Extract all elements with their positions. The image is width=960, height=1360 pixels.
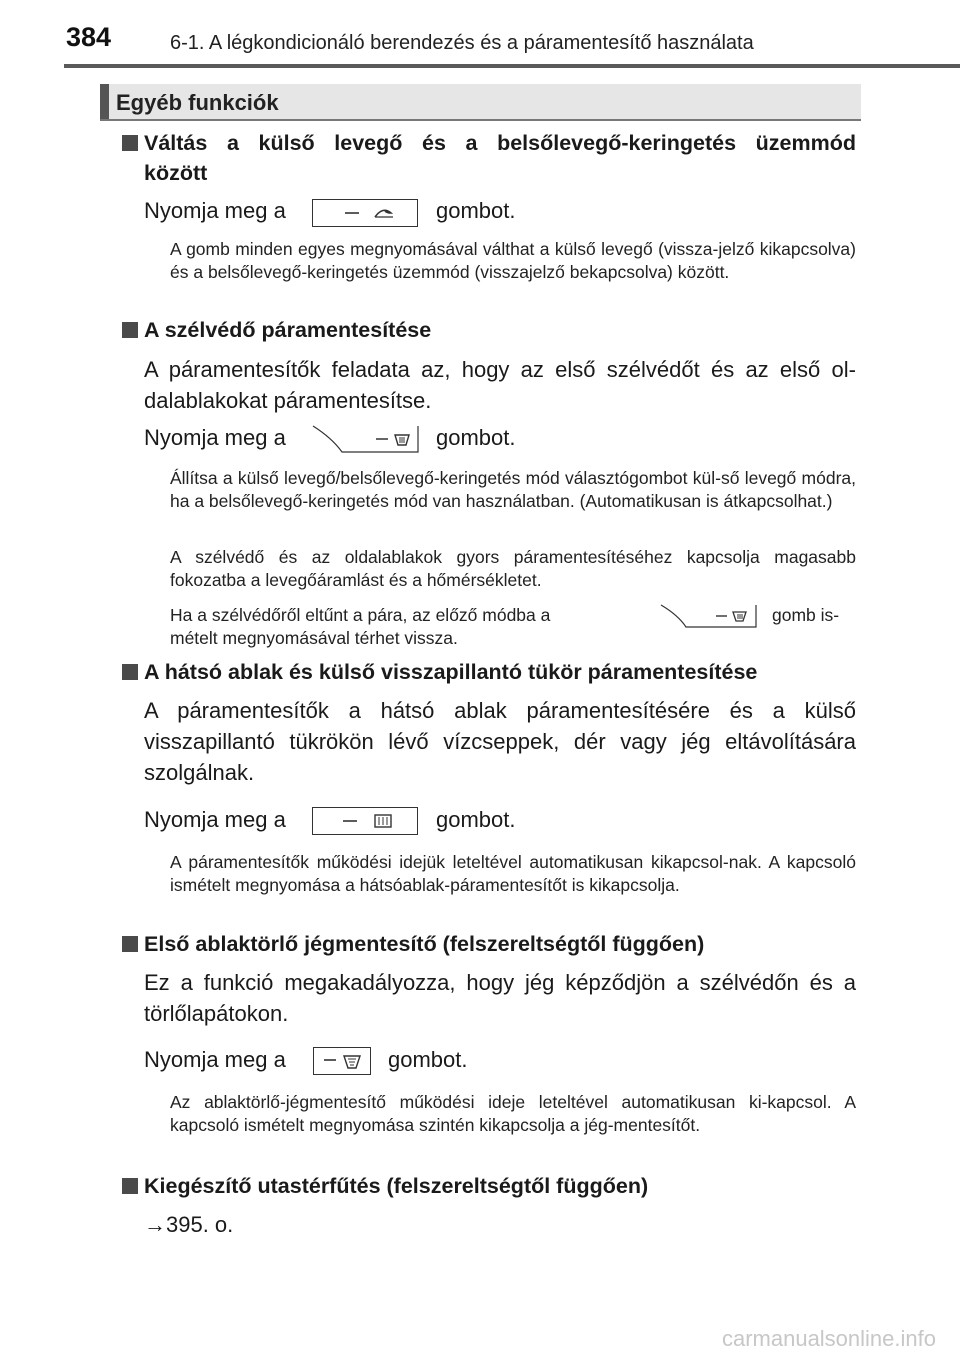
wiper-deicer-icon: [314, 1048, 370, 1074]
heater-heading: Kiegészítő utastérfűtés (felszereltségtől függően): [144, 1174, 649, 1198]
watermark: carmanualsonline.info: [721, 1326, 936, 1351]
bullet-square-icon: [122, 322, 138, 338]
bullet-square-icon: [122, 135, 138, 151]
windshield-note3-start: Ha a szélvédőről eltűnt a pára, az előző módba a: [170, 605, 551, 625]
recirc-heading-line2: között: [144, 161, 208, 185]
windshield-heading: A szélvédő páramentesítése: [144, 318, 432, 342]
rear-body: A páramentesítők a hátsó ablak páramentesítésére és a külső visszapillantó tükrökön lévő vízcseppek, dér vagy jég eltávolítására szolgálnak.: [144, 698, 856, 785]
windshield-press-after: gombot.: [436, 425, 516, 450]
bullet-square-icon: [122, 664, 138, 680]
header-rule: [64, 64, 960, 68]
rear-heading: A hátsó ablak és külső visszapillantó tükör páramentesítése: [144, 660, 758, 684]
recirc-press-after: gombot.: [436, 198, 516, 223]
windshield-note2: A szélvédő és az oldalablakok gyors páramentesítéséhez kapcsolja magasabb fokozatba a levegőáramlást és a hőmérsékletet.: [170, 547, 856, 590]
rear-note: A páramentesítők működési idejük leteltével automatikusan kikapcsol-nak. A kapcsoló ismételt megnyomása a hátsóablak-páramentesítőt is kikapcsolja.: [170, 852, 856, 895]
bullet-square-icon: [122, 936, 138, 952]
wiper-press-after: gombot.: [388, 1047, 468, 1072]
wiper-body: Ez a funkció megakadályozza, hogy jég képződjön a szélvédőn és a törlőlapátokon.: [144, 970, 856, 1026]
page-number: 384: [66, 22, 112, 52]
windshield-note1: Állítsa a külső levegő/belsőlevegő-keringetés mód választógombot kül-ső levegő módra, ha a belsőlevegő-keringetés mód van használatban. (Automatikusan is átkapcsolhat.): [170, 468, 856, 511]
recirc-button[interactable]: [312, 199, 418, 227]
rear-press-after: gombot.: [436, 807, 516, 832]
windshield-note3-line2: mételt megnyomásával térhet vissza.: [170, 628, 458, 648]
recirc-note: A gomb minden egyes megnyomásával válthat a külső levegő (vissza-jelző kikapcsolva) és a belsőlevegő-keringetés üzemmód (visszajelző bekapcsolva) között.: [170, 239, 856, 282]
recirc-press-text: Nyomja meg a: [144, 198, 286, 223]
windshield-body: A páramentesítők feladata az, hogy az első szélvédőt és az első ol-dalablakokat páramentesítse.: [144, 357, 856, 413]
chapter-title: 6-1. A légkondicionáló berendezés és a páramentesítő használata: [170, 32, 754, 54]
rear-window-defogger-icon: [313, 808, 417, 834]
bullet-square-icon: [122, 1178, 138, 1194]
windshield-defogger-button[interactable]: [312, 424, 420, 454]
windshield-defogger-icon: [660, 603, 758, 629]
wiper-press-text: Nyomja meg a: [144, 1047, 286, 1072]
recirc-heading-line1: Váltás a külső levegő és a belsőlevegő-keringetés üzemmód: [144, 131, 856, 155]
heater-page-reference[interactable]: →395. o.: [144, 1212, 234, 1237]
wiper-note: Az ablaktörlő-jégmentesítő működési ideje leteltével automatikusan ki-kapcsol. A kapcsoló ismételt megnyomása szintén kikapcsolja a jég-mentesítőt.: [170, 1092, 856, 1135]
section-rule: [100, 119, 861, 121]
air-recirculation-icon: [313, 200, 417, 226]
windshield-defogger-icon: [312, 424, 420, 454]
wiper-deicer-button[interactable]: [313, 1047, 371, 1075]
rear-defogger-button[interactable]: [312, 807, 418, 835]
windshield-defogger-button-inline[interactable]: [660, 603, 758, 629]
section-title: Egyéb funkciók: [116, 90, 279, 115]
windshield-press-text: Nyomja meg a: [144, 425, 286, 450]
windshield-note3-end: gomb is-: [772, 605, 840, 625]
rear-press-text: Nyomja meg a: [144, 807, 286, 832]
wiper-heading: Első ablaktörlő jégmentesítő (felszereltségtől függően): [144, 932, 705, 956]
